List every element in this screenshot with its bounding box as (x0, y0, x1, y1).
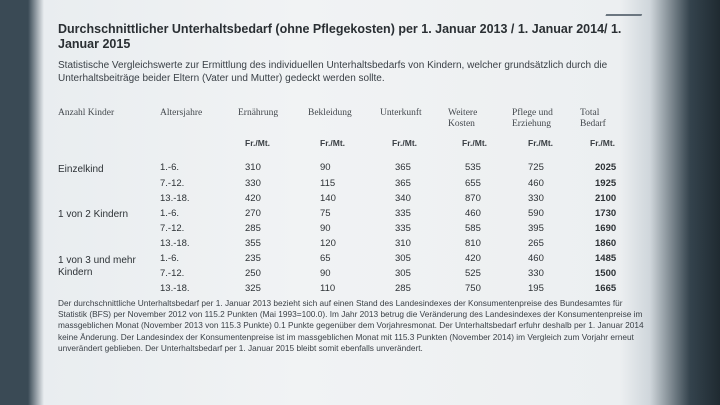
total-cell: 2100 (595, 193, 617, 204)
unit-label: Fr./Mt. (528, 138, 554, 148)
value-cell: 535 (465, 162, 481, 173)
group-label: 1 von 2 Kindern (58, 209, 129, 220)
value-cell: 115 (320, 178, 336, 189)
age-cell: 13.-18. (160, 283, 190, 294)
value-cell: 270 (245, 208, 261, 219)
age-cell: 13.-18. (160, 193, 190, 204)
value-cell: 195 (528, 283, 544, 294)
value-cell: 75 (320, 208, 331, 219)
header-bekleidung: Bekleidung (308, 108, 352, 118)
age-cell: 7.-12. (160, 268, 185, 279)
value-cell: 265 (528, 238, 544, 249)
value-cell: 330 (245, 178, 261, 189)
value-cell: 460 (528, 178, 544, 189)
intro-paragraph: Statistische Vergleichswerte zur Ermittlung des individuellen Unterhaltsbedarfs von Kindern, welcher grundsätzlich durch die Unterhaltsbeiträge beider Eltern (Vater und Mutter) gedeckt werden sollte. (58, 60, 608, 84)
age-cell: 1.-6. (160, 253, 180, 264)
value-cell: 90 (320, 223, 331, 234)
value-cell: 310 (395, 238, 411, 249)
value-cell: 285 (395, 283, 411, 294)
header-total-bedarf: Total Bedarf (580, 108, 606, 129)
value-cell: 365 (395, 162, 411, 173)
age-cell: 1.-6. (160, 208, 180, 219)
value-cell: 395 (528, 223, 544, 234)
header-unterkunft: Unterkunft (380, 108, 422, 118)
age-cell: 13.-18. (160, 238, 190, 249)
value-cell: 525 (465, 268, 481, 279)
value-cell: 140 (320, 193, 336, 204)
value-cell: 870 (465, 193, 481, 204)
unit-label: Fr./Mt. (462, 138, 488, 148)
value-cell: 460 (465, 208, 481, 219)
value-cell: 310 (245, 162, 261, 173)
total-cell: 1730 (595, 208, 617, 219)
value-cell: 235 (245, 253, 261, 264)
unit-label: Fr./Mt. (245, 138, 271, 148)
value-cell: 120 (320, 238, 336, 249)
value-cell: 655 (465, 178, 481, 189)
total-cell: 1860 (595, 238, 617, 249)
header-altersjahre: Altersjahre (160, 108, 203, 118)
age-cell: 7.-12. (160, 178, 185, 189)
total-cell: 1500 (595, 268, 617, 279)
unit-label: Fr./Mt. (590, 138, 616, 148)
value-cell: 420 (245, 193, 261, 204)
total-cell: 1485 (595, 253, 617, 264)
document-page (40, 0, 652, 405)
value-cell: 590 (528, 208, 544, 219)
value-cell: 365 (395, 178, 411, 189)
document-title: Durchschnittlicher Unterhaltsbedarf (ohne Pflegekosten) per 1. Januar 2013 / 1. Januar 2014/ 1. Januar 2015 (58, 22, 622, 51)
value-cell: 305 (395, 268, 411, 279)
value-cell: 420 (465, 253, 481, 264)
header-pflege-erziehung: Pflege und Erziehung (512, 108, 553, 129)
value-cell: 90 (320, 162, 331, 173)
value-cell: 335 (395, 208, 411, 219)
value-cell: 330 (528, 268, 544, 279)
unit-label: Fr./Mt. (392, 138, 418, 148)
value-cell: 305 (395, 253, 411, 264)
value-cell: 725 (528, 162, 544, 173)
age-cell: 7.-12. (160, 223, 185, 234)
value-cell: 65 (320, 253, 331, 264)
total-cell: 1925 (595, 178, 617, 189)
value-cell: 585 (465, 223, 481, 234)
value-cell: 250 (245, 268, 261, 279)
footnote: Der durchschnittliche Unterhaltsbedarf per 1. Januar 2013 bezieht sich auf einen Stand des Landesindexes der Konsumentenpreise des Bundesamtes für Statistik (BFS) per November 2012 von 115.2 Punkten (Mai 1993=100.0). Im Jahr 2013 betrug die Veränderung des Landesindexes der Konsumentenpreise im massgeblichen Monat (November 2013 von 115.3 Punkte) 0.1 Punkte gegenüber dem Vorjahresmonat. Der Unterhaltsbedarf erfuhr deshalb per 1. Januar 2014 keine Änderung. Der Landesindex der Konsumentenpreise ist im massgeblichen Monat mit 115.3 Punkten (November 2014) im Vergleich zum Vorjahr erneut unverändert geblieben. Der Unterhaltsbedarf per 1. Januar 2015 bleibt somit ebenfalls unverändert. (58, 298, 644, 353)
header-anzahl-kinder: Anzahl Kinder (58, 108, 115, 118)
value-cell: 110 (320, 283, 336, 294)
total-cell: 1690 (595, 223, 617, 234)
age-cell: 1.-6. (160, 162, 180, 173)
header-ernaehrung: Ernährung (238, 108, 279, 118)
total-cell: 1665 (595, 283, 617, 294)
value-cell: 355 (245, 238, 261, 249)
value-cell: 460 (528, 253, 544, 264)
group-label: Einzelkind (58, 164, 104, 175)
value-cell: 750 (465, 283, 481, 294)
value-cell: 340 (395, 193, 411, 204)
unit-label: Fr./Mt. (320, 138, 346, 148)
value-cell: 335 (395, 223, 411, 234)
value-cell: 330 (528, 193, 544, 204)
value-cell: 285 (245, 223, 261, 234)
header-weitere-kosten: Weitere Kosten (448, 108, 478, 129)
corner-mark (605, 2, 646, 16)
value-cell: 325 (245, 283, 261, 294)
group-label: 1 von 3 und mehr Kindern (58, 255, 136, 278)
value-cell: 810 (465, 238, 481, 249)
total-cell: 2025 (595, 162, 617, 173)
value-cell: 90 (320, 268, 331, 279)
